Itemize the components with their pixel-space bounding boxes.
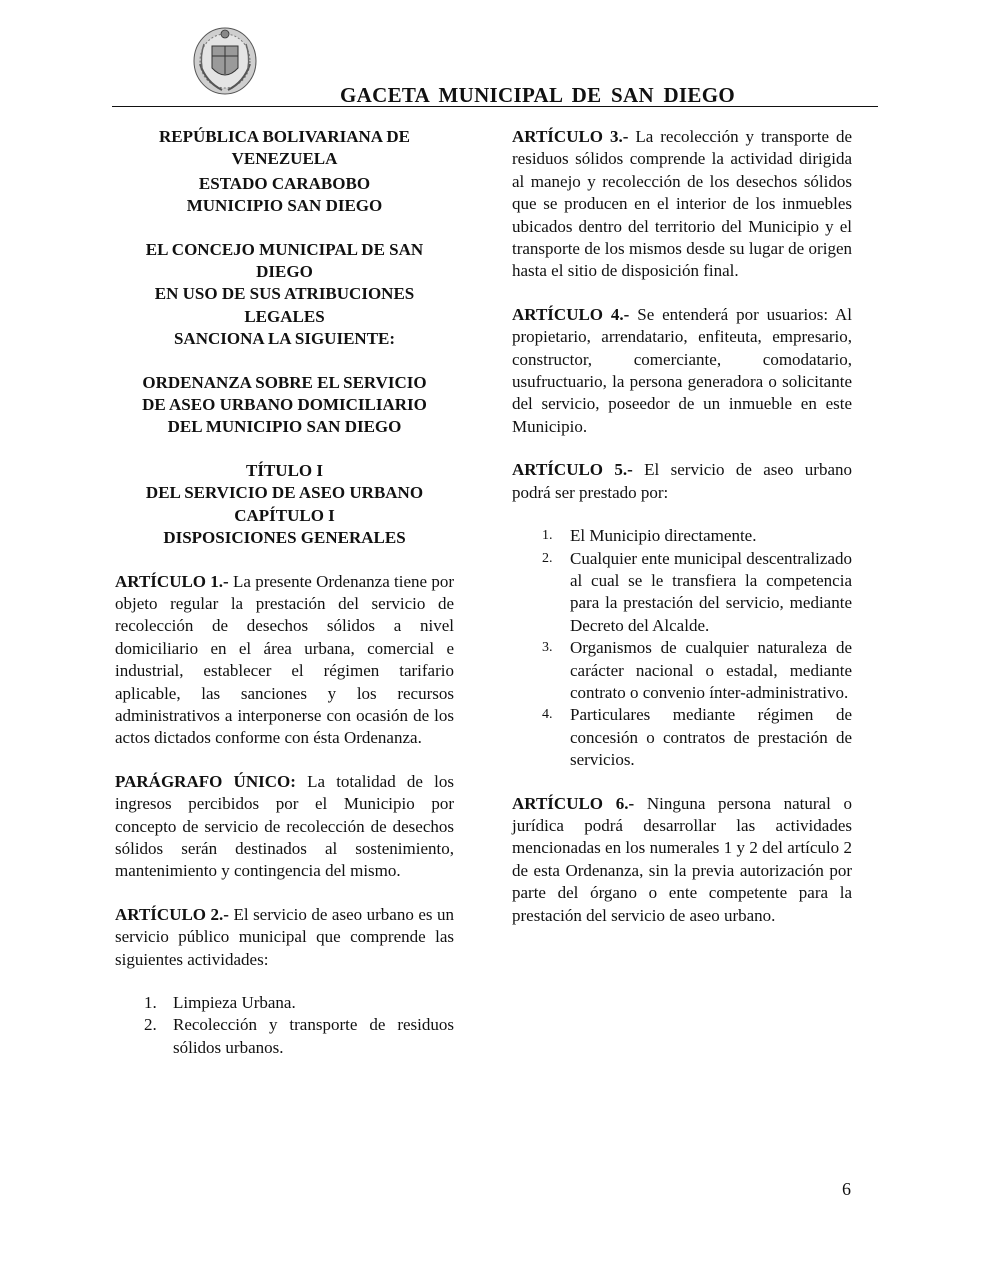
heading-line: VENEZUELA [231,149,338,169]
article-label: ARTÍCULO 4.- [512,304,630,324]
article-5-list [512,525,852,771]
list-text: Organismos de cualquier naturaleza de carácter nacional o estadal, mediante contrato o convenio ínter-administrativo. [570,638,852,702]
list-number: 2. [542,550,553,566]
article-label: ARTÍCULO 5.- [512,460,633,480]
gazette-title: GACETA MUNICIPAL DE SAN DIEGO [340,83,735,107]
list-text: Particulares mediante régimen de concesión o contratos de prestación de servicios. [570,705,852,770]
list-item [512,637,852,704]
heading-line: DISPOSICIONES GENERALES [163,528,406,548]
list-text: Limpieza Urbana. [173,993,296,1012]
list-item [512,525,852,547]
list-item [115,1014,454,1059]
article-2 [115,904,454,971]
heading-line: DEL SERVICIO DE ASEO URBANO [145,483,424,503]
coat-of-arms-icon [192,24,258,96]
list-text: Recolección y transporte de residuos sólidos urbanos. [173,1015,454,1057]
heading-state [115,173,454,218]
heading-line: DEL MUNICIPIO SAN DIEGO [167,417,402,437]
article-label: PARÁGRAFO ÚNICO: [115,771,296,791]
article-text: La recolección y transporte de residuos sólidos comprende la actividad dirigida al manejo y recolección de los desechos sólidos que se producen en el interior de los inmuebles ubicados dentro del territorio del Municipio y el transporte de los mismos desde su lugar de origen hasta el sitio de disposición final. [512,127,852,281]
header-divider [112,106,878,107]
article-text: La presente Ordenanza tiene por objeto regular la prestación del servicio de recolección de desechos sólidos a nivel domiciliario en el área urbana, comercial e industrial, establecer el régimen tarifario aplicable, las sanciones y los recursos administrativos a interponerse con ocasión de los actos dictados conforme con ésta Ordenanza. [115,571,454,748]
heading-line: TÍTULO I [246,460,323,480]
article-label: ARTÍCULO 3.- [512,127,629,146]
article-6 [512,793,852,927]
heading-line: REPÚBLICA BOLIVARIANA DE [159,127,410,146]
heading-line: CAPÍTULO I [234,505,335,525]
article-3 [512,126,852,283]
article-1 [115,571,454,750]
article-5 [512,459,852,504]
article-text: La totalidad de los ingresos percibidos por el Municipio por concepto de servicio de recolección de desechos sólidos serán destinados al sostenimiento, mantenimiento y contingencia del mismo. [115,771,454,881]
article-4 [512,304,852,438]
page-number: 6 [842,1179,851,1199]
article-text: El servicio de aseo urbano podrá ser prestado por: [512,460,853,502]
heading-line: ESTADO CARABOBO [198,173,371,193]
article-label: ARTÍCULO 1.- [115,571,229,591]
heading-title-chapter [115,460,454,550]
article-text: El servicio de aseo urbano es un servicio público municipal que comprende las siguientes actividades: [115,904,455,969]
left-column [115,126,454,1059]
list-item [115,992,454,1014]
heading-line: ORDENANZA SOBRE EL SERVICIO [142,372,427,392]
heading-line: DIEGO [256,262,313,282]
list-number: 3. [542,640,553,656]
list-number: 1. [542,528,553,544]
list-text: El Municipio directamente. [570,526,757,546]
article-text: Ninguna persona natural o jurídica podrá desarrollar las actividades mencionadas en los numerales 1 y 2 del artículo 2 de esta Ordenanza, sin la previa autorización por parte del órgano o ente competente para la prestación del servicio de aseo urbano. [512,793,852,925]
article-text: Se entenderá por usuarios: Al propietario, arrendatario, enfiteuta, empresario, constructor, comerciante, comodatario, usufructuario, la persona generadora o solicitante del servicio, poseedor de un inmueble en este Municipio. [512,304,852,436]
list-number: 4. [542,707,553,723]
heading-republic [115,126,454,171]
article-label: ARTÍCULO 6.- [512,793,635,813]
heading-line: SANCIONA LA SIGUIENTE: [173,329,396,349]
article-label: ARTÍCULO 2.- [115,904,229,924]
right-column [512,126,852,927]
list-number: 2. [144,1015,157,1035]
list-text: Cualquier ente municipal descentralizado al cual se le transfiera la competencia para la prestación del servicio, mediante Decreto del Alcalde. [570,548,852,635]
heading-line: LEGALES [244,306,325,326]
heading-line: DE ASEO URBANO DOMICILIARIO [142,395,427,415]
article-2-list [115,992,454,1059]
heading-council [115,239,454,351]
list-item [512,704,852,771]
paragraph-unico [115,771,454,883]
list-item [512,548,852,638]
heading-ordinance [115,372,454,439]
heading-line: EN USO DE SUS ATRIBUCIONES [154,284,415,304]
heading-line: MUNICIPIO SAN DIEGO [186,196,383,216]
list-number: 1. [144,993,157,1012]
heading-line: EL CONCEJO MUNICIPAL DE SAN [145,239,424,259]
